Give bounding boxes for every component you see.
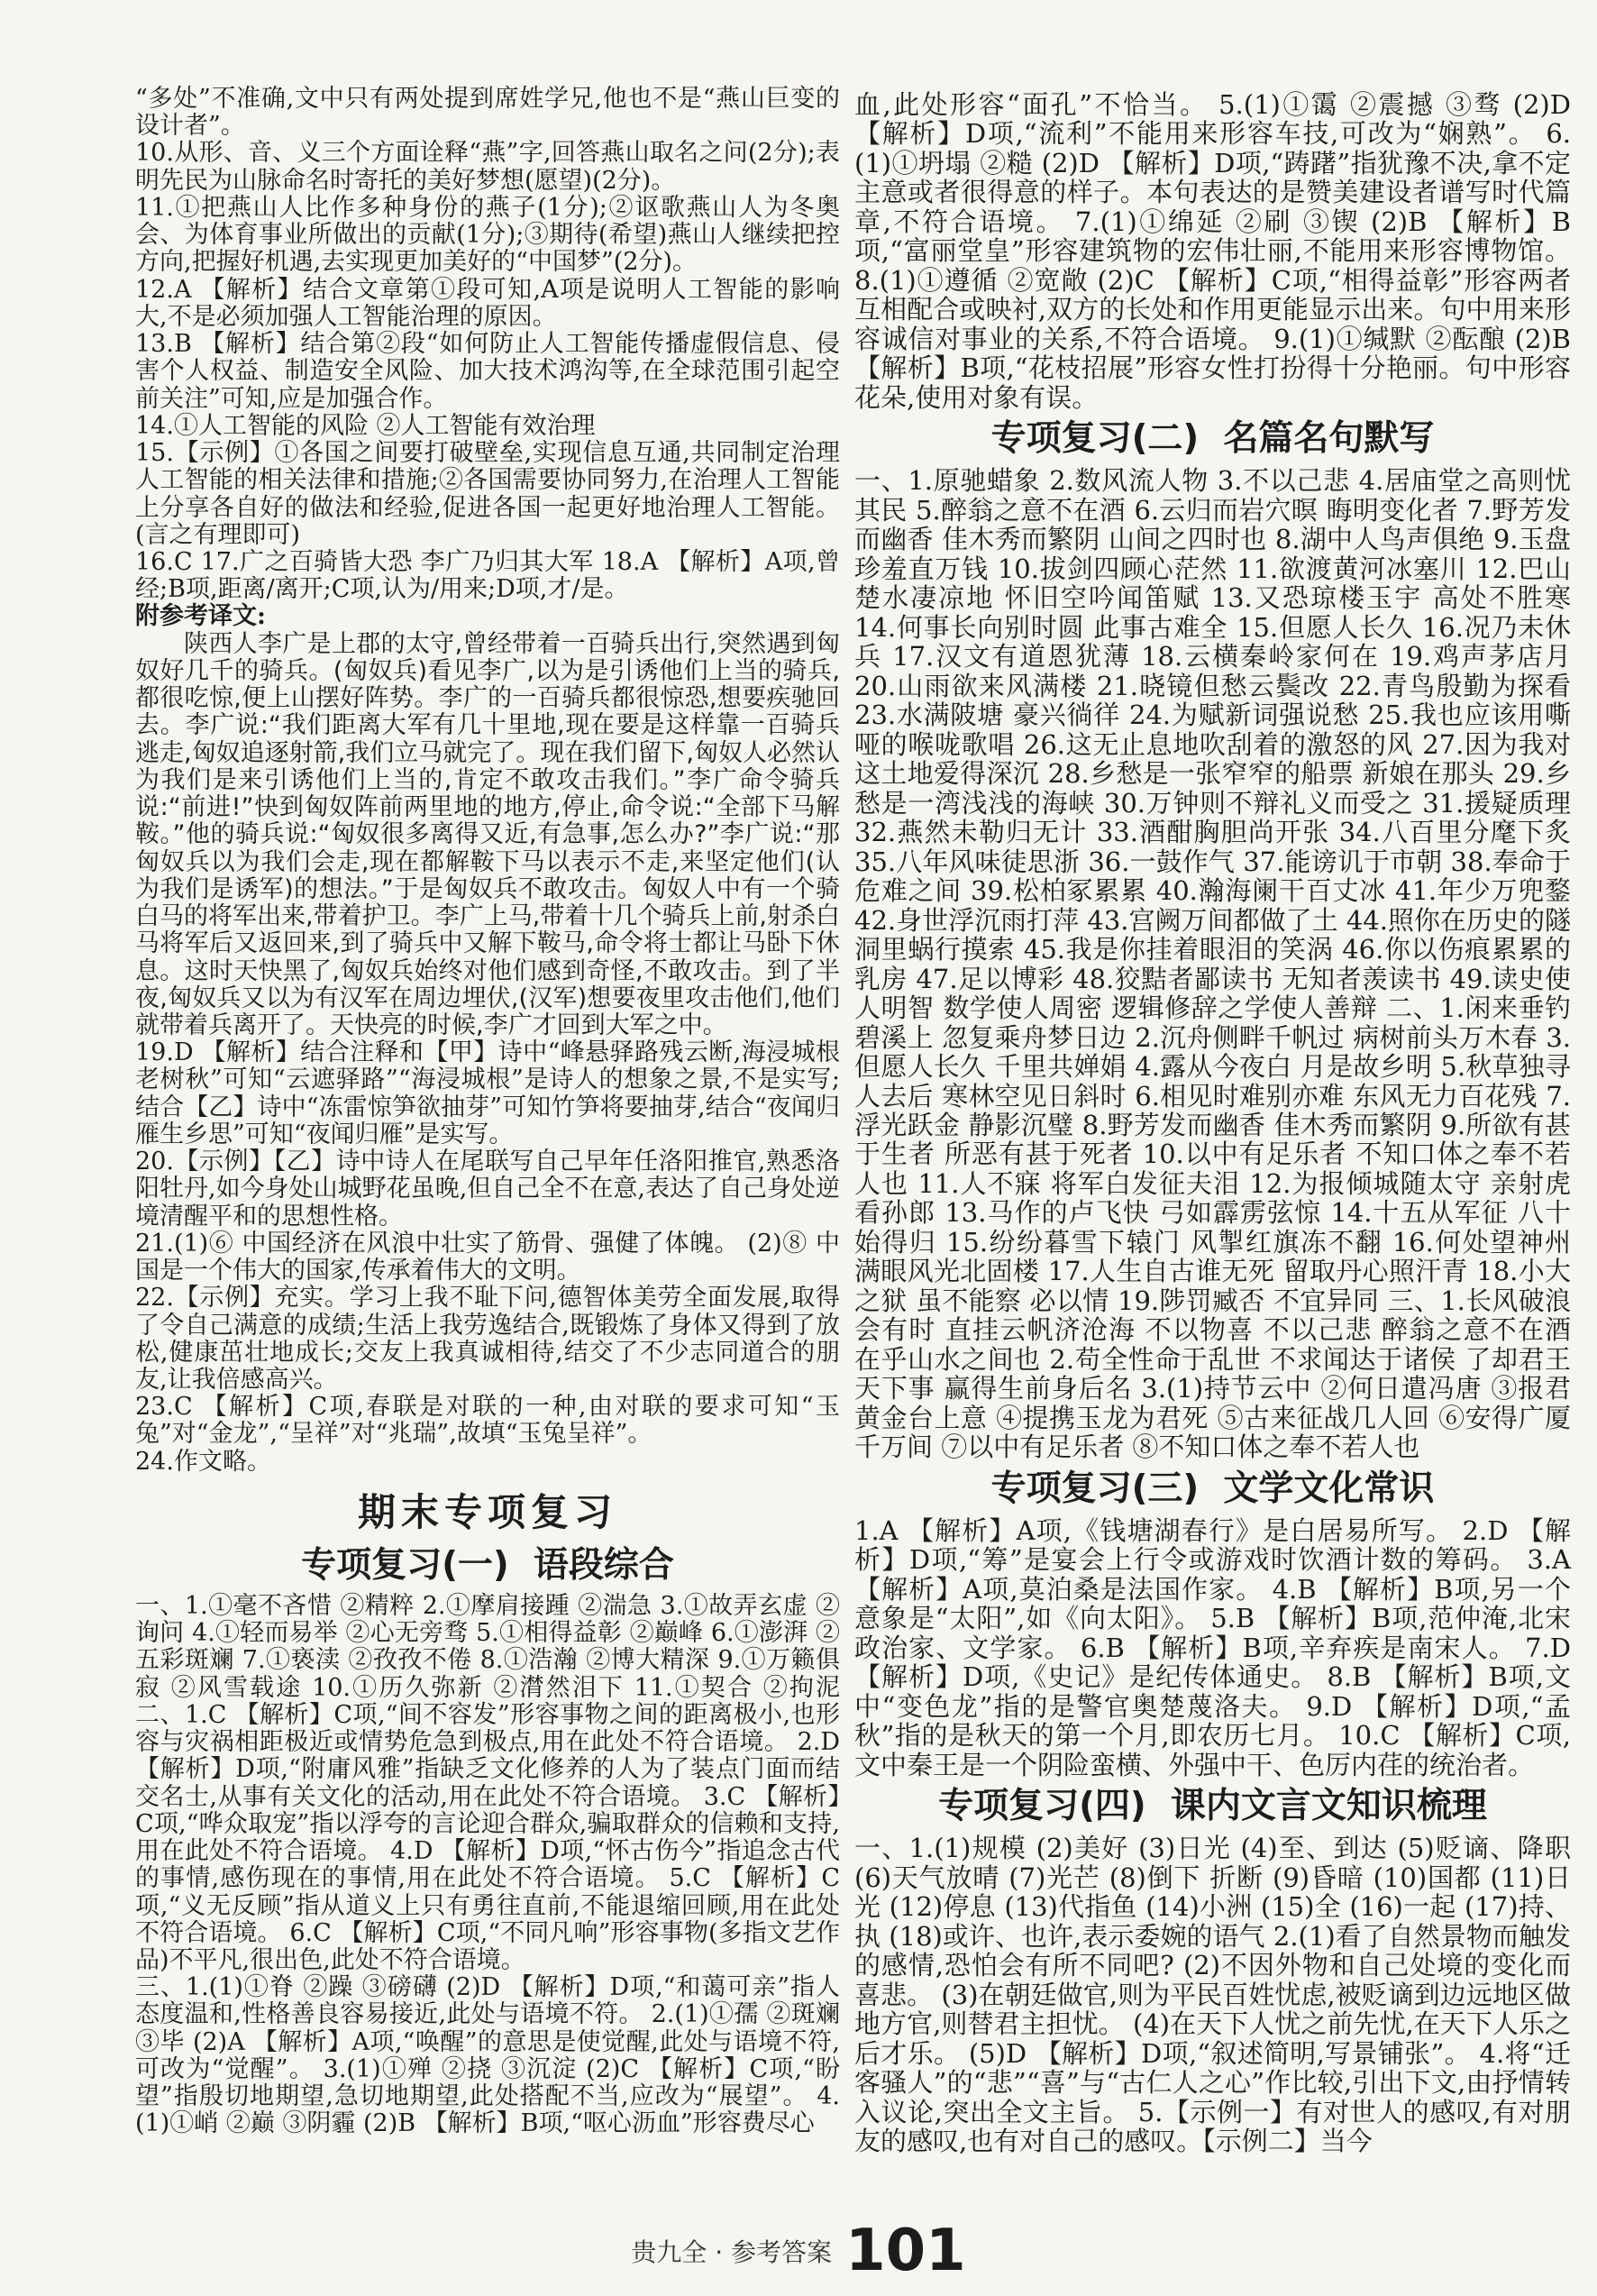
section-4-body: 一、1.(1)规模 (2)美好 (3)日光 (4)至、到达 (5)贬谪、降职 (6)天气放晴 (7)光芒 (8)倒下 折断 (9)昏暗 (10)国都 (11)日光 (12)停息 (13)代指鱼 (14)小洲 (15)全 (16)一起 (17)持、执 (18)或许、也许,表示委婉的语气 2.(1)看了自然景物而触发的感情,恐怕会有所不同吧? (2)不因外物和自己处境的变化而喜悲。 (3)在朝廷做官,则为平民百姓忧虑,被贬谪到边远地区做地方官,则替君主担忧。 (4)在天下人忧之前先忧,在天下人乐之后才乐。 (5)D 【解析】D项,“叙述简明,写景铺张”。 4.将“迁客骚人”的“悲”“喜”与“古仁人之心”作比较,引出下文,由抒情转入议论,突出全文主旨。 5.【示例一】有对世人的感叹,有对朋友的感叹,也有对自己的感叹。【示例二】当今 <box>854 1833 1580 2156</box>
answer-block: 12.A 【解析】结合文章第①段可知,A项是说明人工智能的影响大,不是必须加强人工智能治理的原因。 <box>135 275 840 331</box>
page-footer <box>0 2218 1597 2284</box>
section-heading-2: 专项复习(二) 名篇名句默写 <box>990 418 1435 460</box>
section-1-body: 一、1.①毫不吝惜 ②精粹 2.①摩肩接踵 ②湍急 3.①故弄玄虚 ②询问 4.①轻而易举 ②心无旁骛 5.①相得益彰 ②巅峰 6.①澎湃 ②五彩斑斓 7.①亵渎 ②孜孜不倦 8.①浩瀚 ②博大精深 9.①万籁俱寂 ②风雪载途 10.①历久弥新 ②潸然泪下 11.①契合 ②拘泥 二、1.C 【解析】C项,“间不容发”形容事物之间的距离极小,也形容与灾祸相距极近或情势危急到极点,用在此处不符合语境。 2.D 【解析】D项,“附庸风雅”指缺乏文化修养的人为了装点门面而结交名士,从事有关文化的活动,用在此处不符合语境。 3.C 【解析】C项,“哗众取宠”指以浮夸的言论迎合群众,骗取群众的信赖和支持,用在此处不符合语境。 4.D 【解析】D项,“怀古伤今”指追念古代的事情,感伤现在的事情,用在此处不符合语境。 5.C 【解析】C项,“义无反顾”指从道义上只有勇往直前,不能退缩回顾,用在此处不符合语境。 6.C 【解析】C项,“不同凡响”形容事物(多指文艺作品)不平凡,很出色,此处不符合语境。 三、1.(1)①脊 ②躁 ③磅礴 (2)D 【解析】D项,“和蔼可亲”指人态度温和,性格善良容易接近,此处与语境不符。 2.(1)①孺 ②斑斓 ③毕 (2)A 【解析】A项,“唤醒”的意思是使觉醒,此处与语境不符,可改为“觉醒”。 3.(1)①殚 ②挠 ③沉淀 (2)C 【解析】C项,“盼望”指殷切地期望,急切地期望,此处搭配不当,应改为“展望”。 4.(1)①峭 ②巅 ③阴霾 (2)B 【解析】B项,“呕心沥血”形容费尽心 <box>135 1591 840 2138</box>
answer-block: 20.【示例】【乙】诗中诗人在尾联写自己早年任洛阳推官,熟悉洛阳牡丹,如今身处山城野花虽晚,但自己全不在意,表达了自己身处逆境清醒平和的思想性格。 <box>135 1148 840 1230</box>
translation-heading: 附参考译文: <box>135 602 266 631</box>
answer-block: 21.(1)⑥ 中国经济在风浪中壮实了筋骨、强健了体魄。 (2)⑧ 中国是一个伟大的国家,传承着伟大的文明。 <box>135 1229 840 1285</box>
section-2-body: 一、1.原驰蜡象 2.数风流人物 3.不以己悲 4.居庙堂之高则忧其民 5.醉翁之意不在酒 6.云归而岩穴暝 晦明变化者 7.野芳发而幽香 佳木秀而繁阴 山间之四时也 8.湖中人鸟声俱绝 9.玉盘珍羞直万钱 10.拔剑四顾心茫然 11.欲渡黄河冰塞川 12.巴山楚水凄凉地 怀旧空吟闻笛赋 13.又恐琼楼玉宇 高处不胜寒 14.何事长向别时圆 此事古难全 15.但愿人长久 16.况乃未休兵 17.汉文有道恩犹薄 18.云横秦岭家何在 19.鸡声茅店月 20.山雨欲来风满楼 21.晓镜但愁云鬓改 22.青鸟殷勤为探看 23.水满陂塘 豪兴徜徉 24.为赋新词强说愁 25.我也应该用嘶哑的喉咙歌唱 26.这无止息地吹刮着的激怒的风 27.因为我对这土地爱得深沉 28.乡愁是一张窄窄的船票 新娘在那头 29.乡愁是一湾浅浅的海峡 30.万钟则不辩礼义而受之 31.援疑质理 32.燕然未勒归无计 33.酒酣胸胆尚开张 34.八百里分麾下炙 35.八年风味徒思浙 36.一鼓作气 37.能谤讥于市朝 38.奉命于危难之间 39.松柏冢累累 40.瀚海阑干百丈冰 41.年少万兜鍪 42.身世浮沉雨打萍 43.宫阙万间都做了土 44.照你在历史的隧洞里蜗行摸索 45.我是你挂着眼泪的笑涡 46.你以伤痕累累的乳房 47.足以博彩 48.狡黠者鄙读书 无知者羡读书 49.读史使人明智 数学使人周密 逻辑修辞之学使人善辩 二、1.闲来垂钓碧溪上 忽复乘舟梦日边 2.沉舟侧畔千帆过 病树前头万木春 3.但愿人长久 千里共婵娟 4.露从今夜白 月是故乡明 5.秋草独寻人去后 寒林空见日斜时 6.相见时难别亦难 东风无力百花残 7.浮光跃金 静影沉璧 8.野芳发而幽香 佳木秀而繁阴 9.所欲有甚于生者 所恶有甚于死者 10.以中有足乐者 不知口体之奉不若人也 11.人不寐 将军白发征夫泪 12.为报倾城随太守 亲射虎 看孙郎 13.马作的卢飞快 弓如霹雳弦惊 14.十五从军征 八十始得归 15.纷纷暮雪下辕门 风掣红旗冻不翻 16.何处望神州 满眼风光北固楼 17.人生自古谁无死 留取丹心照汗青 18.小大之狱 虽不能察 必以情 19.陟罚臧否 不宜异同 三、1.长风破浪会有时 直挂云帆济沧海 不以物喜 不以己悲 醉翁之意不在酒 在乎山水之间也 2.苟全性命于乱世 不求闻达于诸侯 了却君王天下事 赢得生前身后名 3.(1)持节云中 ②何日遣冯唐 ③报君黄金台上意 ④提携玉龙为君死 ⑤古来征战几人回 ⑥安得广厦千万间 ⑦以中有足乐者 ⑧不知口体之奉不若人也 <box>854 465 1580 1463</box>
answer-block: “多处”不准确,文中只有两处提到席姓学兄,他也不是“燕山巨变的设计者”。 <box>135 85 840 141</box>
answer-block: 10.从形、音、义三个方面诠释“燕”字,回答燕山取名之问(2分);表明先民为山脉命名时寄托的美好梦想(愿望)(2分)。 <box>135 139 840 195</box>
answer-block: 13.B 【解析】结合第②段“如何防止人工智能传播虚假信息、侵害个人权益、制造安全风险、加大技术鸿沟等,在全球范围引起空前关注”可知,应是加强合作。 <box>135 330 840 413</box>
answer-block: 23.C 【解析】C项,春联是对联的一种,由对联的要求可知“玉兔”对“金龙”,“呈祥”对“兆瑞”,故填“玉兔呈祥”。 <box>135 1393 840 1449</box>
answer-block: 24.作文略。 <box>135 1447 271 1476</box>
answer-block: 14.①人工智能的风险 ②人工智能有效治理 <box>135 411 596 440</box>
section-3-body: 1.A 【解析】A项,《钱塘湖春行》是白居易所写。 2.D 【解析】D项,“筹”是宴会上行令或游戏时饮酒计数的筹码。 3.A 【解析】A项,莫泊桑是法国作家。 4.B 【解析】B项,另一个意象是“太阳”,如《向太阳》。 5.B 【解析】B项,范仲淹,北宋政治家、文学家。 6.B 【解析】B项,辛弃疾是南宋人。 7.D 【解析】D项,《史记》是纪传体通史。 8.B 【解析】B项,文中“变色龙”指的是警官奥楚蔑洛夫。 9.D 【解析】D项,“孟秋”指的是秋天的第一个月,即农历七月。 10.C 【解析】C项,文中秦王是一个阴险蛮横、外强中干、色厉内荏的统治者。 <box>854 1514 1580 1780</box>
answer-block: 11.①把燕山人比作多种身份的燕子(1分);②讴歌燕山人为冬奥会、为体育事业所做出的贡献(1分);③期待(希望)燕山人继续把控方向,把握好机遇,去实现更加美好的“中国梦”(2分)。 <box>135 193 840 277</box>
answer-block: 19.D 【解析】结合注释和【甲】诗中“峰悬驿路残云断,海浸城根老树秋”可知“云遮驿路”“海浸城根”是诗人的想象之景,不是实写;结合【乙】诗中“冻雷惊笋欲抽芽”可知竹笋将要抽芽,结合“夜闻归雁生乡思”可知“夜闻归雁”是实写。 <box>135 1038 840 1148</box>
answer-block: 16.C 17.广之百骑皆大恐 李广乃归其大军 18.A 【解析】A项,曾经;B项,距离/离开;C项,认为/用来;D项,才/是。 <box>135 547 840 604</box>
answer-block: 15.【示例】①各国之间要打破壁垒,实现信息互通,共同制定治理人工智能的相关法律和措施;②各国需要协同努力,在治理人工智能上分享各自好的做法和经验,促进各国一起更好地治理人工智能。(言之有理即可) <box>135 439 840 549</box>
left-column <box>135 86 840 2138</box>
reference-translation: 陕西人李广是上郡的太守,曾经带着一百骑兵出行,突然遇到匈奴好几千的骑兵。(匈奴兵)看见李广,以为是引诱他们上当的骑兵,都很吃惊,便上山摆好阵势。李广的一百骑兵都很惊恐,想要疾驰回去。李广说:“我们距离大军有几十里地,现在要是这样靠一百骑兵逃走,匈奴追逐射箭,我们立马就完了。现在我们留下,匈奴人必然认为我们是来引诱他们上当的,肯定不敢攻击我们。”李广命令骑兵说:“前进!”快到匈奴阵前两里地的地方,停止,命令说:“全部下马解鞍。”他的骑兵说:“匈奴很多离得又近,有急事,怎么办?”李广说:“那匈奴兵以为我们会走,现在都解鞍下马以表示不走,来坚定他们(认为我们是诱军)的想法。”于是匈奴兵不敢攻击。匈奴人中有一个骑白马的将军出来,带着护卫。李广上马,带着十几个骑兵上前,射杀白马将军后又返回来,到了骑兵中又解下鞍马,命令将士都让马卧下休息。这时天快黑了,匈奴兵始终对他们感到奇怪,不敢攻击。到了半夜,匈奴兵又以为有汉军在周边埋伏,(汉军)想要夜里攻击他们,他们就带着兵离开了。天快亮的时候,李广才回到大军之中。 <box>135 629 840 1039</box>
section-heading-3: 专项复习(三) 文学文化常识 <box>990 1468 1435 1509</box>
right-column <box>854 89 1580 2156</box>
section-heading-4: 专项复习(四) 课内文言文知识梳理 <box>938 1786 1487 1827</box>
answer-block: 22.【示例】充实。学习上我不耻下问,德智体美劳全面发展,取得了令自己满意的成绩;生活上我劳逸结合,既锻炼了身体又得到了放松,健康茁壮地成长;交友上我真诚相待,结交了不少志同道合的朋友,让我倍感高兴。 <box>135 1284 840 1395</box>
footer-label: 贵九全 · 参考答案 <box>631 2237 832 2267</box>
page-number: 101 <box>845 2218 966 2284</box>
answer-block: 血,此处形容“面孔”不恰当。 5.(1)①霭 ②震撼 ③骛 (2)D 【解析】D项,“流利”不能用来形容车技,可改为“娴熟”。 6.(1)①坍塌 ②糙 (2)D 【解析】D项,“踌躇”指犹豫不决,拿不定主意或者很得意的样子。本句表达的是赞美建设者谱写时代篇章,不符合语境。 7.(1)①绵延 ②刷 ③锲 (2)B 【解析】B项,“富丽堂皇”形容建筑物的宏伟壮丽,不能用来形容博物馆。 8.(1)①遵循 ②宽敞 (2)C 【解析】C项,“相得益彰”形容两者互相配合或映衬,双方的长处和作用更能显示出来。句中用来形容诚信对事业的关系,不符合语境。 9.(1)①缄默 ②酝酿 (2)B 【解析】B项,“花枝招展”形容女性打扮得十分艳丽。句中形容花朵,使用对象有误。 <box>854 89 1580 413</box>
section-heading-1: 专项复习(一) 语段综合 <box>301 1544 674 1586</box>
main-heading: 期末专项复习 <box>357 1489 617 1534</box>
